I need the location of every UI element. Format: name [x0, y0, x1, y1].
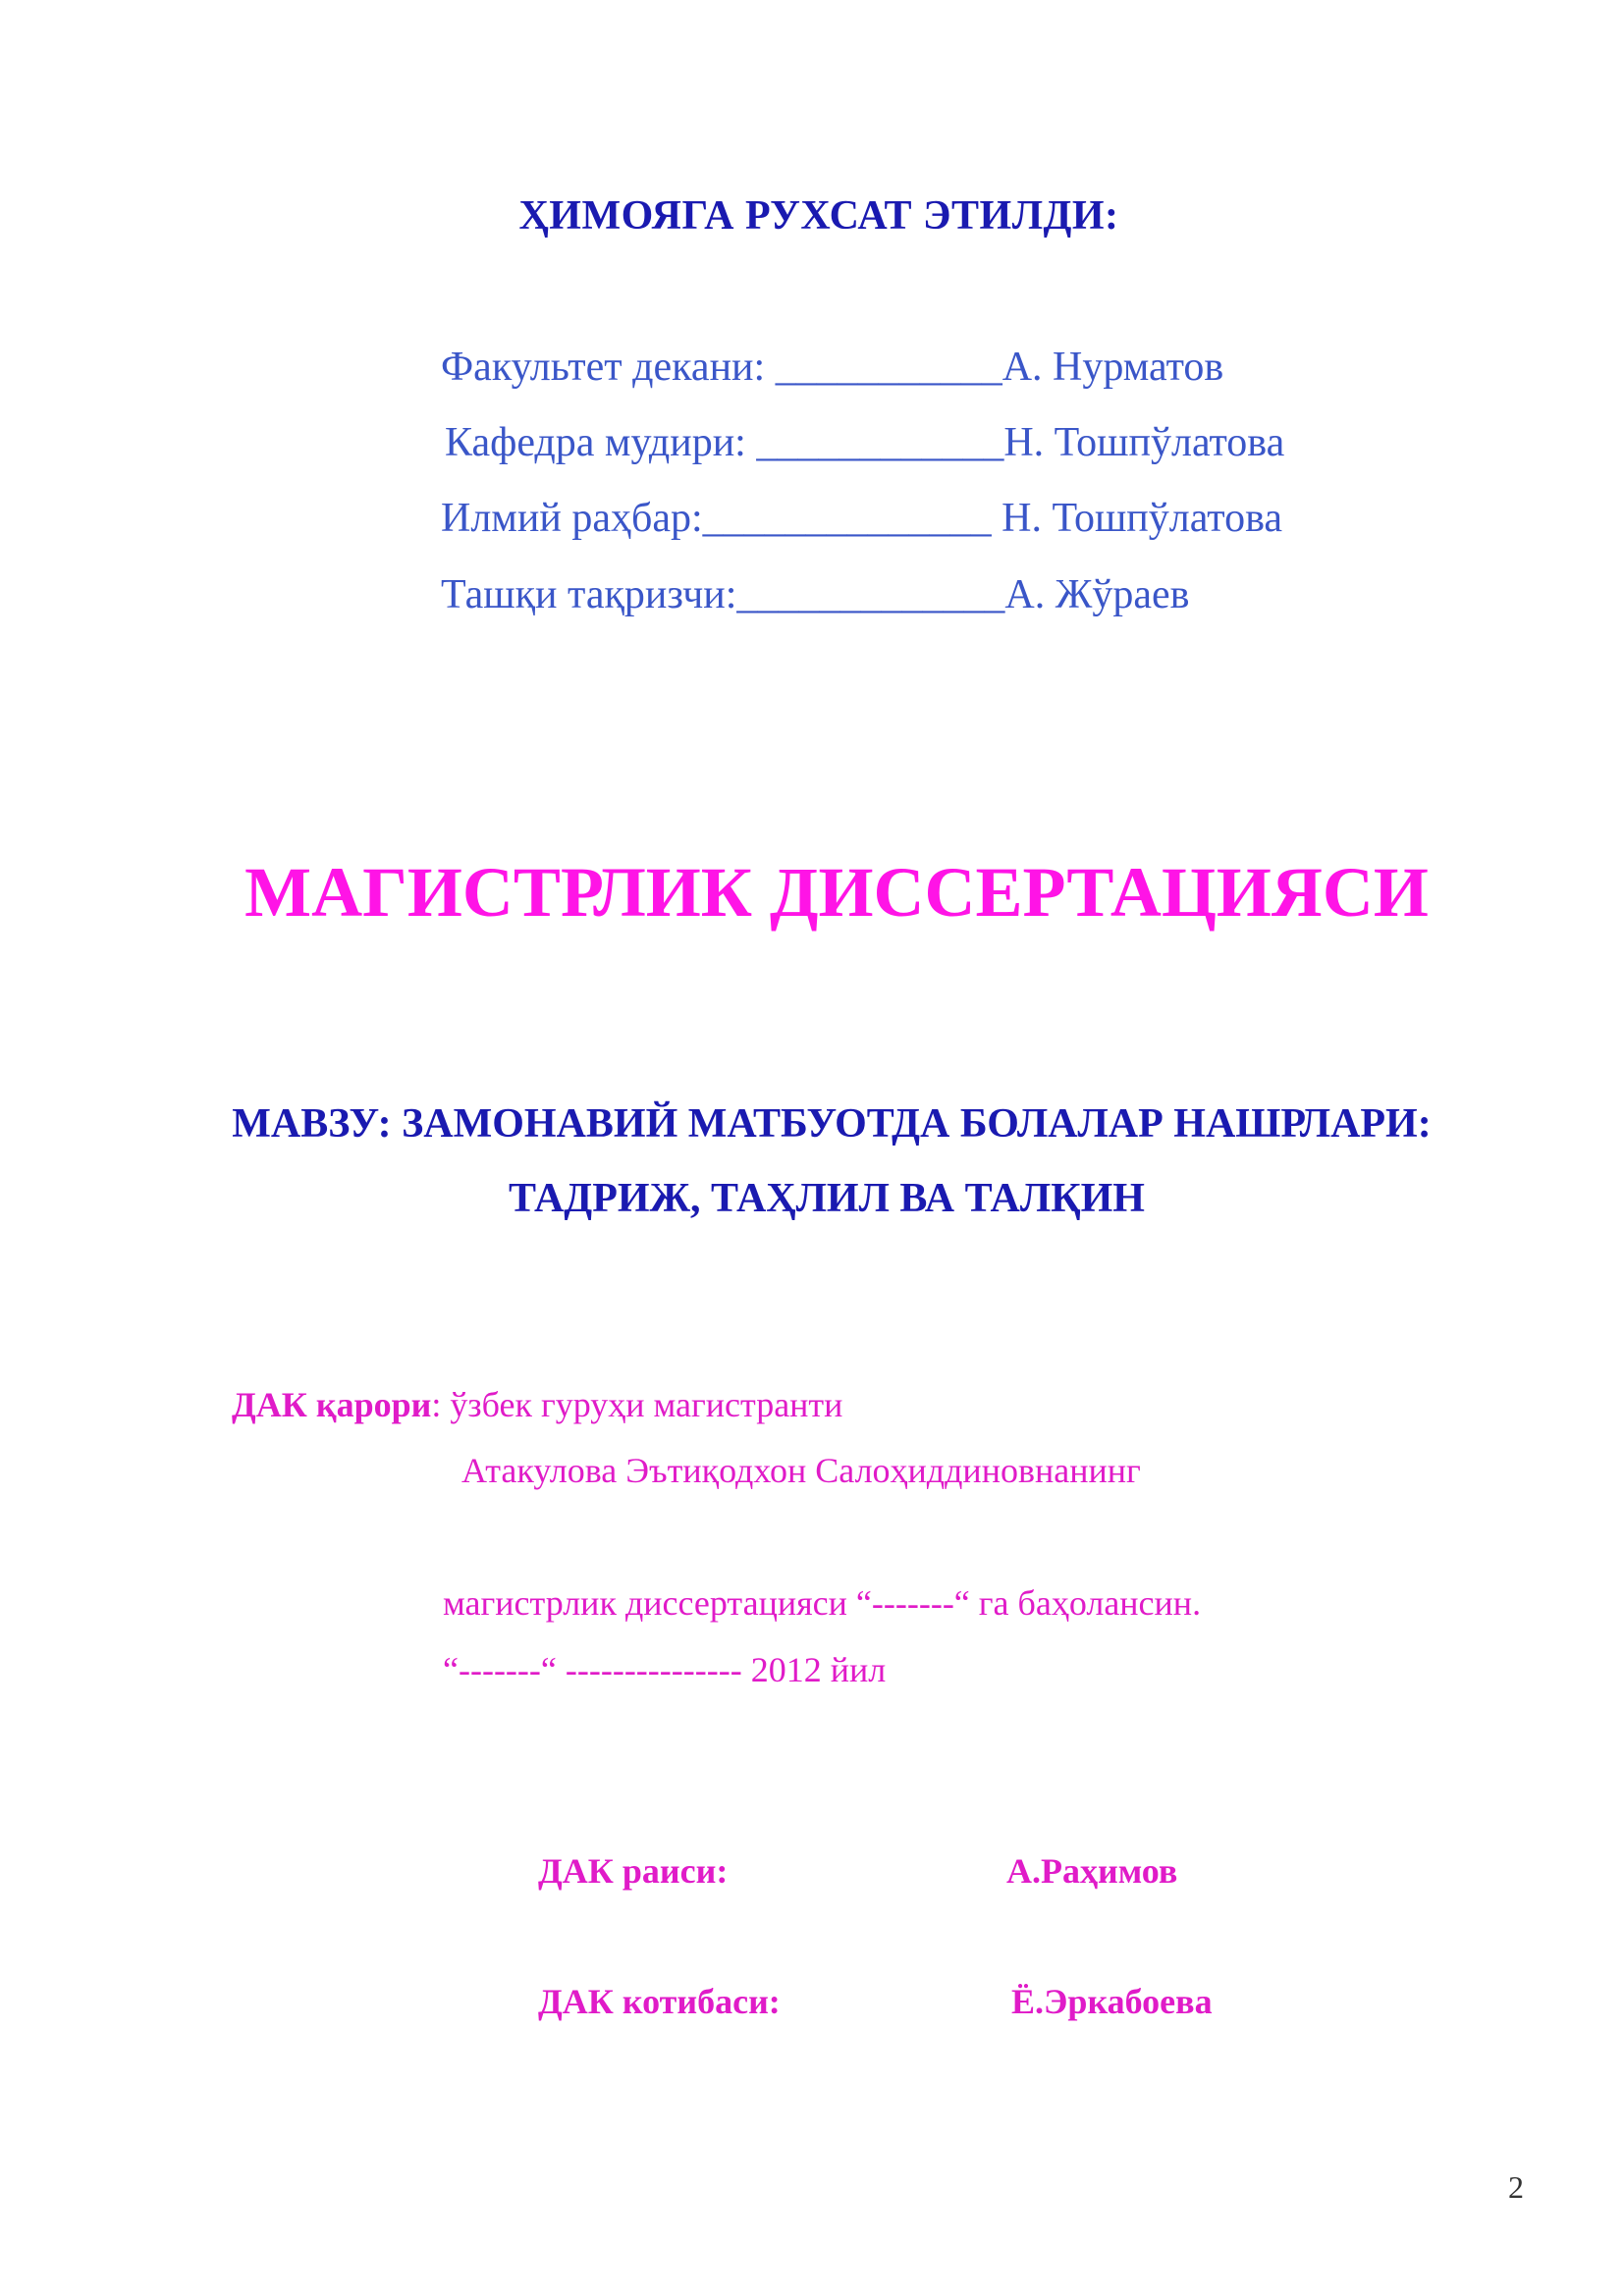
signature-line-dean: Факультет декани: ___________А. Нурматов: [441, 345, 1224, 390]
grading-line: магистрлик диссертацияси “-------“ га баҳолансин.: [443, 1583, 1202, 1623]
signature-line-supervisor: Илмий раҳбар:______________ Н. Тошпўлатова: [441, 496, 1283, 541]
chair-label: ДАК раиси:: [538, 1851, 729, 1891]
decision-line-1: [232, 1384, 842, 1425]
student-name: Атакулова Эътиқодхон Салоҳиддиновнанинг: [461, 1451, 1141, 1490]
decision-group: : ўзбек гуруҳи магистранти: [431, 1385, 843, 1424]
secretary-name: Ё.Эркабоева: [1011, 1982, 1213, 2021]
main-title: МАГИСТРЛИК ДИССЕРТАЦИЯСИ: [244, 853, 1429, 932]
chair-name: А.Раҳимов: [1006, 1851, 1178, 1891]
page-number: 2: [1508, 2169, 1524, 2205]
decision-label: ДАК қарори: [232, 1385, 432, 1424]
approval-title: ҲИМОЯГА РУХСАТ ЭТИЛДИ:: [518, 193, 1119, 239]
signature-line-external-reviewer: Ташқи тақризчи:_____________А. Жўраев: [441, 572, 1190, 617]
topic-line-1: МАВЗУ: ЗАМОНАВИЙ МАТБУОТДА БОЛАЛАР НАШРЛАРИ:: [232, 1101, 1432, 1147]
signature-line-head-of-department: Кафедра мудири: ____________Н. Тошпўлатова: [445, 420, 1285, 465]
topic-line-2: ТАДРИЖ, ТАҲЛИЛ ВА ТАЛҚИН: [509, 1176, 1145, 1221]
secretary-label: ДАК котибаси:: [538, 1982, 781, 2021]
date-line: “-------“ --------------- 2012 йил: [443, 1650, 887, 1689]
